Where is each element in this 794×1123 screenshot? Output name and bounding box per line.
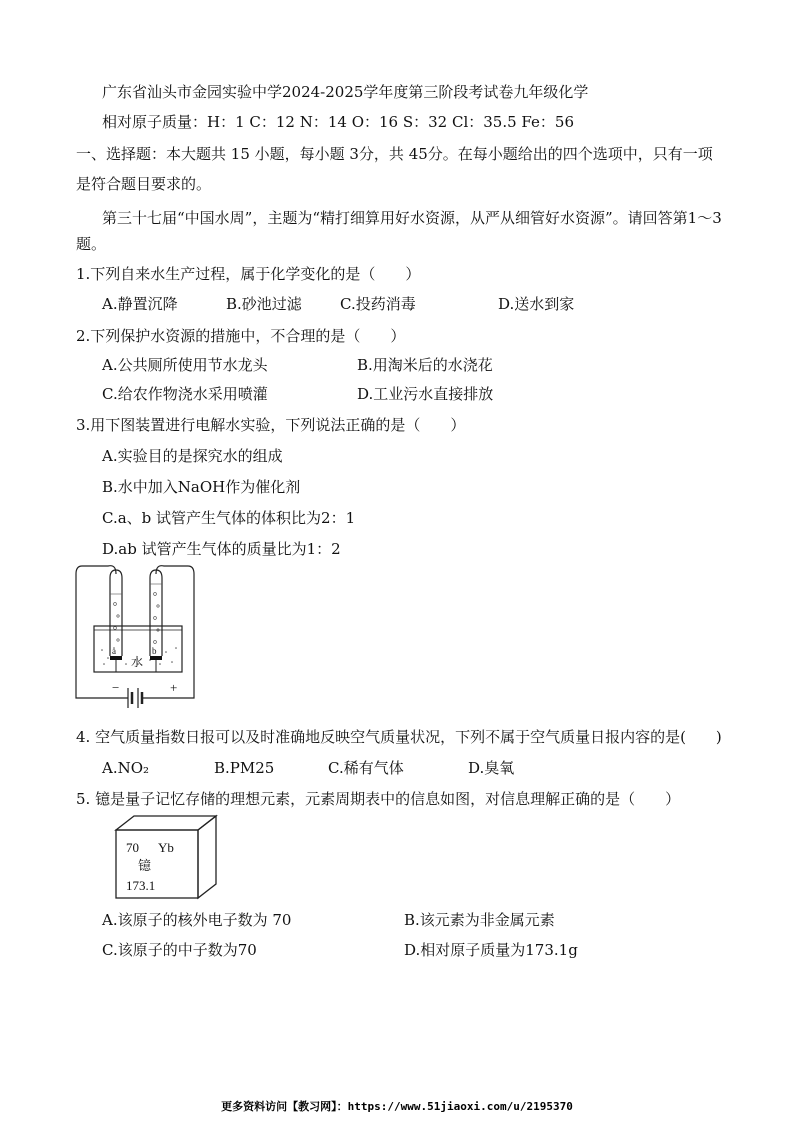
- electrolysis-apparatus-figure: [68, 564, 208, 714]
- q3-option-c: C.a、b 试管产生气体的体积比为2：1: [102, 509, 356, 527]
- q5-option-d: D.相对原子质量为173.1g: [404, 941, 578, 959]
- q5-option-b: B.该元素为非金属元素: [404, 911, 555, 929]
- context-line2: 题。: [76, 235, 107, 253]
- element-atomic-mass: 173.1: [126, 878, 156, 893]
- q1-option-c: C.投药消毒: [340, 295, 416, 313]
- q1-option-b: B.砂池过滤: [226, 295, 302, 313]
- atomic-mass-line: 相对原子质量：H：1 C：12 N：14 O：16 S：32 Cl：35.5 Fe：56: [102, 113, 574, 131]
- q4-stem: 4. 空气质量指数日报可以及时准确地反映空气质量状况，下列不属于空气质量日报内容的是( ): [76, 728, 722, 746]
- q5-stem: 5. 镱是量子记忆存储的理想元素，元素周期表中的信息如图，对信息理解正确的是（ ）: [76, 790, 681, 808]
- element-symbol: Yb: [158, 840, 174, 855]
- q2-option-a: A.公共厕所使用节水龙头: [102, 356, 268, 374]
- section-heading-line1: 一、选择题：本大题共 15 小题，每小题 3分，共 45分。在每小题给出的四个选项中，只有一项: [76, 145, 713, 163]
- q4-option-c: C.稀有气体: [328, 759, 404, 777]
- q4-option-a: A.NO₂: [102, 759, 150, 777]
- q5-option-a: A.该原子的核外电子数为 70: [102, 911, 292, 929]
- context-line1: 第三十七届“中国水周”，主题为“精打细算用好水资源，从严从细管好水资源”。请回答第1～3: [102, 209, 722, 227]
- footer-link[interactable]: 更多资料访问【教习网】：https://www.51jiaoxi.com/u/2195370: [221, 1100, 573, 1113]
- q1-option-d: D.送水到家: [498, 295, 575, 313]
- water-label: 水: [131, 655, 144, 669]
- q4-option-b: B.PM25: [214, 759, 275, 777]
- tube-label-a: a: [112, 646, 116, 656]
- q1-stem: 1.下列自来水生产过程，属于化学变化的是（ ）: [76, 265, 421, 283]
- q2-option-d: D.工业污水直接排放: [357, 385, 494, 403]
- q4-option-d: D.臭氧: [468, 759, 515, 777]
- element-name: 镱: [138, 858, 152, 873]
- tube-label-b: b: [152, 646, 157, 656]
- q5-option-c: C.该原子的中子数为70: [102, 941, 257, 959]
- battery-plus: +: [170, 680, 178, 695]
- q3-option-b: B.水中加入NaOH作为催化剂: [102, 478, 301, 496]
- q1-option-a: A.静置沉降: [102, 295, 178, 313]
- element-cell-figure: [114, 812, 218, 902]
- element-atomic-number: 70: [126, 840, 139, 855]
- q3-option-a: A.实验目的是探究水的组成: [102, 447, 283, 465]
- q3-stem: 3.用下图装置进行电解水实验，下列说法正确的是（ ）: [76, 416, 466, 434]
- section-heading-line2: 是符合题目要求的。: [76, 175, 212, 193]
- q3-option-d: D.ab 试管产生气体的质量比为1：2: [102, 540, 341, 558]
- q2-option-b: B.用淘米后的水浇花: [357, 356, 493, 374]
- battery-minus: −: [112, 680, 120, 695]
- q2-stem: 2.下列保护水资源的措施中，不合理的是（ ）: [76, 327, 406, 345]
- q2-option-c: C.给农作物浇水采用喷灌: [102, 385, 268, 403]
- paper-title: 广东省汕头市金园实验中学2024-2025学年度第三阶段考试卷九年级化学: [102, 83, 589, 101]
